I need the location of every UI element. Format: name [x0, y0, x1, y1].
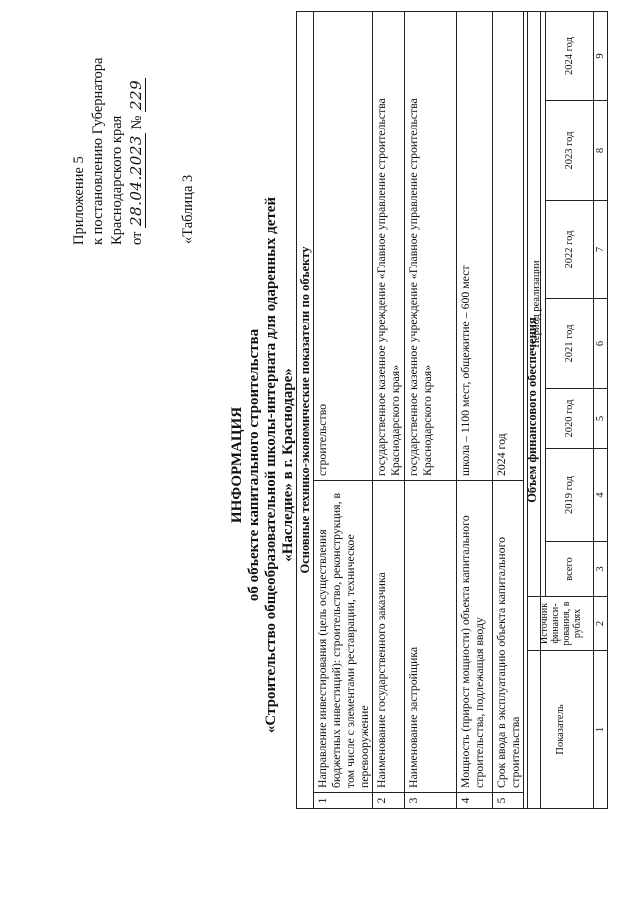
- row-label: Срок ввода в эксплуатацию объекта капитального строительства: [493, 481, 524, 793]
- column-numbers-row: [594, 12, 608, 809]
- table-row: [405, 12, 457, 809]
- handwritten-number: 229: [127, 79, 145, 110]
- header-year-2024: 2024 год: [546, 12, 594, 101]
- date-prefix: от: [129, 231, 145, 245]
- table-row: [493, 12, 524, 809]
- column-number: 4: [594, 449, 608, 542]
- row-label: Мощность (прирост мощности) объекта капитального строительства, подлежащая вводу: [457, 481, 493, 793]
- appendix-line-1: Приложение 5: [71, 156, 87, 245]
- row-value: школа – 1100 мест, общежитие – 600 мест: [457, 12, 493, 481]
- table-row: [457, 12, 493, 809]
- appendix-block: [70, 58, 147, 245]
- header-year-2021: 2021 год: [546, 299, 594, 389]
- title-line-3: «Строительство общеобразовательной школы-интерната для одаренных детей: [263, 196, 279, 734]
- column-number: 3: [594, 542, 608, 597]
- number-sign: №: [129, 115, 145, 130]
- row-value: государственное казенное учреждение «Главное управление строительства Краснодарского края»: [373, 12, 405, 481]
- column-number: 2: [594, 597, 608, 651]
- row-number: 1: [314, 793, 373, 809]
- row-label: Направление инвестирования (цель осуществления бюджетных инвестиций): строительство, реконструкция, в том числе с элементами реставрации, техническое перевооружение: [314, 481, 373, 793]
- row-number: 4: [457, 793, 493, 809]
- row-value: государственное казенное учреждение «Главное управление строительства Краснодарского края»: [405, 12, 457, 481]
- column-number: 6: [594, 299, 608, 389]
- indicators-table: [296, 11, 541, 809]
- appendix-line-3: Краснодарского края: [109, 115, 125, 245]
- header-year-2022: 2022 год: [546, 201, 594, 299]
- header-year-2019: 2019 год: [546, 449, 594, 542]
- row-number: 3: [405, 793, 457, 809]
- appendix-date-line: [127, 58, 147, 245]
- appendix-line-2: к постановлению Губернатора: [90, 57, 106, 245]
- header-period: Период реализации: [528, 12, 546, 597]
- column-number: 8: [594, 101, 608, 201]
- row-number: 2: [373, 793, 405, 809]
- header-year-2023: 2023 год: [546, 101, 594, 201]
- header-indicator: Показатель: [528, 651, 594, 809]
- row-label: Наименование государственного заказчика: [373, 481, 405, 793]
- title-line-4: «Наследие» в г. Краснодаре»: [280, 368, 296, 562]
- row-value: строительство: [314, 12, 373, 481]
- header-source: Источник финанси-рования, в рублях: [528, 597, 594, 651]
- row-label: Наименование застройщика: [405, 481, 457, 793]
- column-number: 9: [594, 12, 608, 101]
- table-row: [373, 12, 405, 809]
- title-line-2: об объекте капитального строительства: [246, 328, 262, 602]
- row-value: 2024 год: [493, 12, 524, 481]
- column-number: 7: [594, 201, 608, 299]
- table-label: «Таблица 3: [180, 174, 196, 244]
- table-row: [314, 12, 373, 809]
- column-number: 5: [594, 389, 608, 449]
- finance-table: [527, 11, 608, 809]
- column-number: 1: [594, 651, 608, 809]
- header-year-2020: 2020 год: [546, 389, 594, 449]
- row-number: 5: [493, 793, 524, 809]
- header-total: всего: [546, 542, 594, 597]
- title-line-1: ИНФОРМАЦИЯ: [229, 406, 245, 524]
- section-title-finance: Объем финансового обеспечения: [524, 12, 541, 809]
- handwritten-date: 28.04.2023: [127, 135, 145, 226]
- section-title-indicators: Основные технико-экономические показатели по объекту: [297, 12, 314, 809]
